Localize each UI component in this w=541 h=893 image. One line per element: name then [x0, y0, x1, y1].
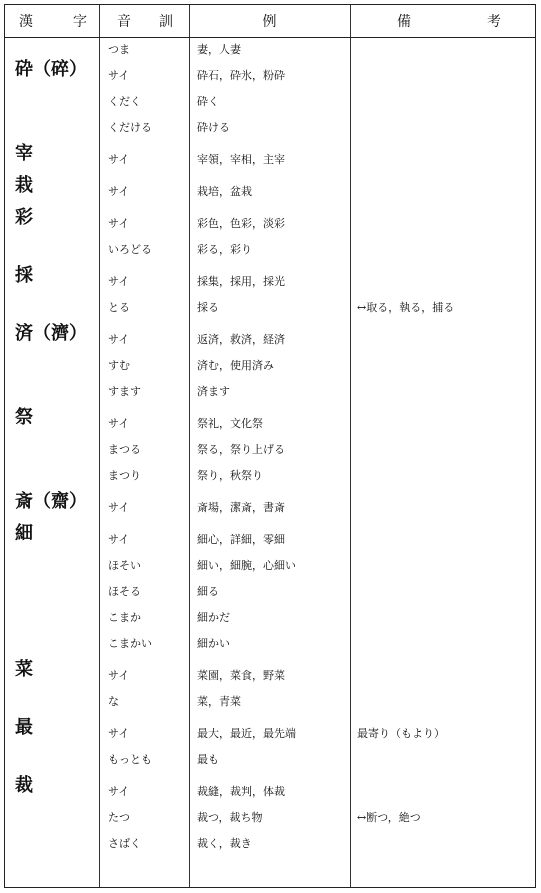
- example-cell: 細かだ: [197, 611, 230, 624]
- header-example-char: 例: [262, 14, 277, 30]
- kanji-cell: 砕（碎）: [15, 59, 87, 80]
- note-cell: 最寄り（もより）: [357, 727, 445, 740]
- header-reading: [117, 5, 173, 37]
- kanji-cell: 裁: [15, 775, 33, 796]
- example-cell: 細い，細腕，心細い: [197, 559, 296, 572]
- reading-cell: まつり: [108, 469, 141, 482]
- example-cell: 菜園，菜食，野菜: [197, 669, 285, 682]
- reading-cell: つま: [108, 43, 130, 56]
- reading-cell: たつ: [108, 811, 130, 824]
- example-cell: 砕石，砕氷，粉砕: [197, 69, 285, 82]
- example-cell: 済ます: [197, 385, 230, 398]
- example-cell: 済む，使用済み: [197, 359, 274, 372]
- header-reading-char: 訓: [159, 14, 173, 30]
- example-cell: 菜，青菜: [197, 695, 241, 708]
- reading-cell: サイ: [108, 69, 130, 82]
- example-cell: 砕く: [197, 95, 219, 108]
- kanji-cell: 祭: [15, 407, 33, 428]
- reading-cell: サイ: [108, 669, 130, 682]
- reading-cell: サイ: [108, 153, 130, 166]
- reading-cell: すむ: [108, 359, 130, 372]
- reading-cell: とる: [108, 301, 130, 314]
- note-cell: ↔断つ，絶つ: [357, 811, 421, 824]
- header-note-char: 考: [487, 14, 501, 30]
- header-example: [189, 5, 350, 37]
- kanji-cell: 細: [15, 523, 33, 544]
- note-cell: ↔取る，執る，捕る: [357, 301, 455, 314]
- column-divider: [189, 5, 190, 887]
- example-cell: 彩る，彩り: [197, 243, 252, 256]
- header-note-char: 備: [397, 14, 411, 30]
- example-cell: 栽培，盆栽: [197, 185, 252, 198]
- reading-cell: ほそる: [108, 585, 141, 598]
- kanji-cell: 採: [15, 265, 33, 286]
- example-cell: 細る: [197, 585, 219, 598]
- example-cell: 祭礼，文化祭: [197, 417, 263, 430]
- reading-cell: サイ: [108, 185, 130, 198]
- header-note: [397, 5, 501, 37]
- kanji-cell: 最: [15, 717, 33, 738]
- kanji-cell: 済（濟）: [15, 323, 87, 344]
- reading-cell: くだける: [108, 121, 152, 134]
- column-divider: [99, 5, 100, 887]
- reading-cell: ほそい: [108, 559, 141, 572]
- reading-cell: サイ: [108, 727, 130, 740]
- reading-cell: サイ: [108, 417, 130, 430]
- example-cell: 最大，最近，最先端: [197, 727, 296, 740]
- example-cell: 採る: [197, 301, 219, 314]
- example-cell: 彩色，色彩，淡彩: [197, 217, 285, 230]
- column-divider: [350, 5, 351, 887]
- reading-cell: くだく: [108, 95, 141, 108]
- reading-cell: サイ: [108, 785, 130, 798]
- reading-cell: こまかい: [108, 637, 152, 650]
- reading-cell: いろどる: [108, 243, 152, 256]
- reading-cell: さばく: [108, 837, 141, 850]
- example-cell: 斎場，潔斎，書斎: [197, 501, 285, 514]
- example-cell: 細かい: [197, 637, 230, 650]
- example-cell: 最も: [197, 753, 219, 766]
- reading-cell: サイ: [108, 533, 130, 546]
- reading-cell: まつる: [108, 443, 141, 456]
- example-cell: 裁く，裁き: [197, 837, 252, 850]
- example-cell: 砕ける: [197, 121, 230, 134]
- reading-cell: な: [108, 695, 119, 708]
- kanji-cell: 宰: [15, 143, 33, 164]
- reading-cell: サイ: [108, 501, 130, 514]
- example-cell: 妻，人妻: [197, 43, 241, 56]
- example-cell: 細心，詳細，零細: [197, 533, 285, 546]
- reading-cell: サイ: [108, 275, 130, 288]
- header-kanji-char: 漢: [19, 14, 33, 30]
- kanji-cell: 斎（齋）: [15, 491, 87, 512]
- header-kanji: [19, 5, 87, 37]
- example-cell: 裁縫，裁判，体裁: [197, 785, 285, 798]
- header-divider: [5, 37, 535, 38]
- kanji-cell: 栽: [15, 175, 33, 196]
- kanji-cell: 菜: [15, 659, 33, 680]
- example-cell: 宰領，宰相，主宰: [197, 153, 285, 166]
- reading-cell: すます: [108, 385, 141, 398]
- example-cell: 採集，採用，採光: [197, 275, 285, 288]
- header-reading-char: 音: [117, 14, 131, 30]
- kanji-cell: 彩: [15, 207, 33, 228]
- kanji-table: [4, 4, 536, 888]
- reading-cell: こまか: [108, 611, 141, 624]
- header-kanji-char: 字: [73, 14, 87, 30]
- reading-cell: もっとも: [108, 753, 152, 766]
- reading-cell: サイ: [108, 217, 130, 230]
- example-cell: 祭り，秋祭り: [197, 469, 263, 482]
- reading-cell: サイ: [108, 333, 130, 346]
- example-cell: 裁つ，裁ち物: [197, 811, 263, 824]
- example-cell: 祭る，祭り上げる: [197, 443, 285, 456]
- example-cell: 返済，救済，経済: [197, 333, 285, 346]
